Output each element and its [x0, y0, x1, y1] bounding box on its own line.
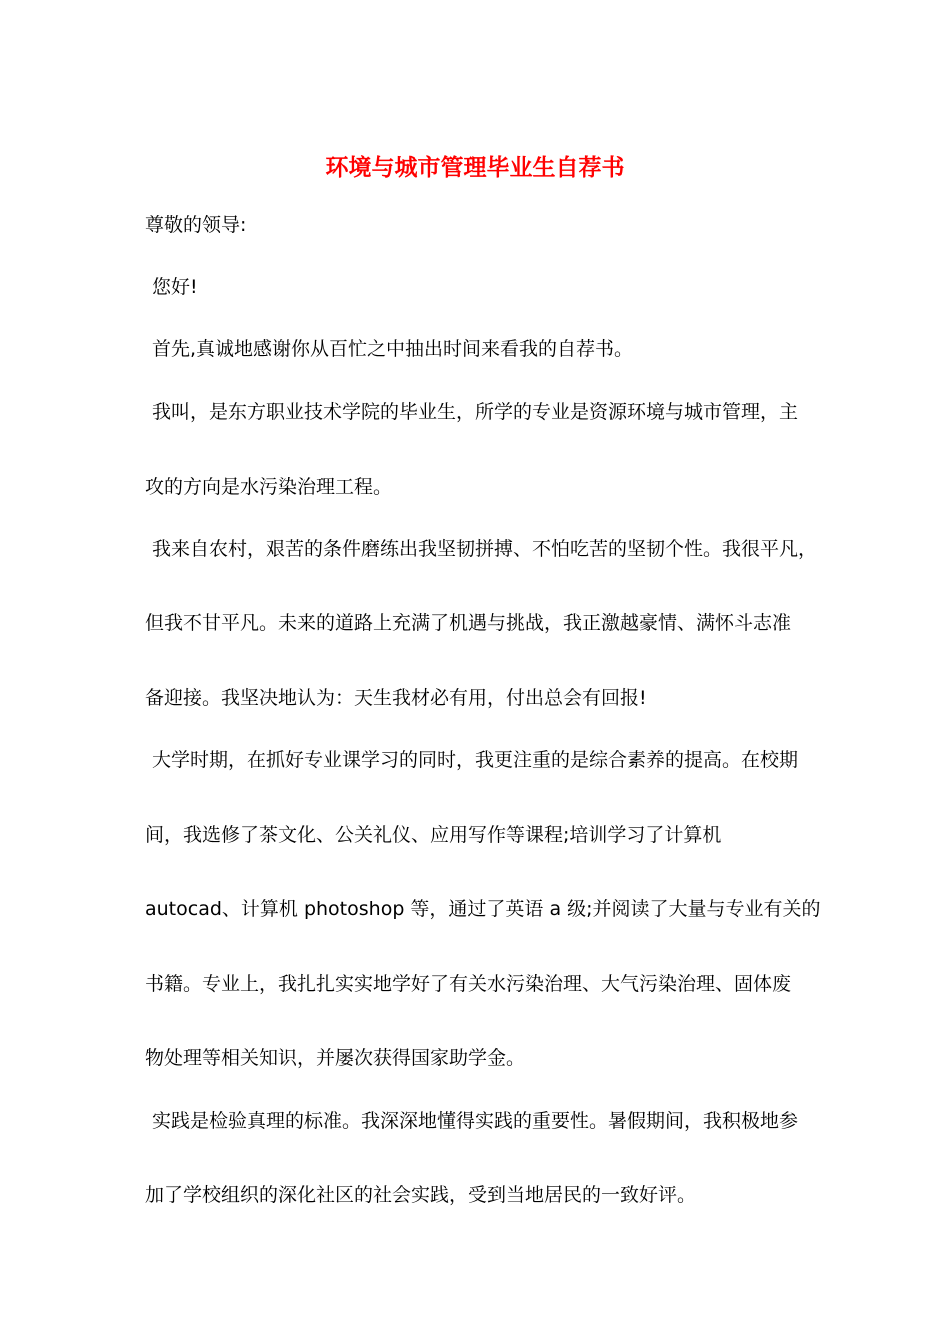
paragraph-line: 实践是检验真理的标准。我深深地懂得实践的重要性。暑假期间，我积极地参	[152, 1110, 799, 1132]
paragraph-line: 攻的方向是水污染治理工程。	[145, 476, 393, 498]
paragraph-line: 书籍。专业上，我扎扎实实地学好了有关水污染治理、大气污染治理、固体废	[145, 973, 792, 995]
paragraph-line: 我叫，是东方职业技术学院的毕业生，所学的专业是资源环境与城市管理，主	[152, 401, 799, 423]
paragraph-line: 加了学校组织的深化社区的社会实践，受到当地居民的一致好评。	[145, 1184, 697, 1206]
paragraph-line: autocad、计算机 photoshop 等，通过了英语 a 级;并阅读了大量与专业有关的	[145, 898, 821, 920]
paragraph-line: 我来自农村，艰苦的条件磨练出我坚韧拼搏、不怕吃苦的坚韧个性。我很平凡，	[152, 538, 818, 560]
paragraph-line: 间，我选修了茶文化、公关礼仪、应用写作等课程;培训学习了计算机	[145, 824, 722, 846]
paragraph-line: 物处理等相关知识，并屡次获得国家助学金。	[145, 1047, 526, 1069]
paragraph-line: 大学时期，在抓好专业课学习的同时，我更注重的是综合素养的提高。在校期	[152, 749, 799, 771]
greeting: 您好!	[152, 276, 198, 298]
salutation: 尊敬的领导:	[145, 214, 247, 236]
paragraph-line: 但我不甘平凡。未来的道路上充满了机遇与挑战，我正激越豪情、满怀斗志准	[145, 612, 792, 634]
paragraph-line: 备迎接。我坚决地认为：天生我材必有用，付出总会有回报!	[145, 687, 647, 709]
paragraph-line: 首先,真诚地感谢你从百忙之中抽出时间来看我的自荐书。	[152, 338, 634, 360]
document-title: 环境与城市管理毕业生自荐书	[325, 154, 625, 181]
